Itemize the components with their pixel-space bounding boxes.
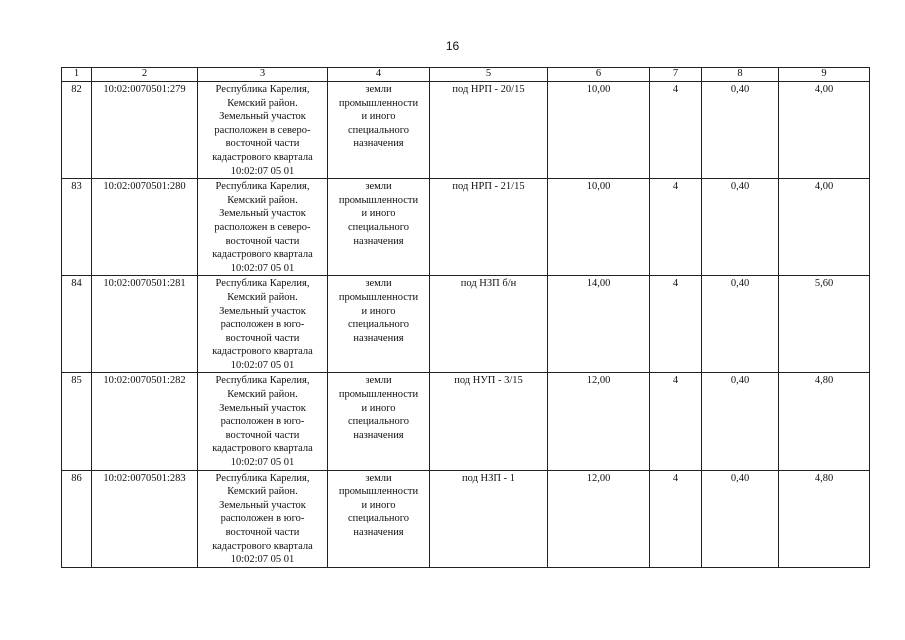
header-col-4: 4 xyxy=(328,68,430,82)
category-line: назначения xyxy=(353,527,404,538)
location-line: Кемский район. xyxy=(227,97,298,109)
location-line: Земельный участок xyxy=(219,499,306,511)
col7-value-cell: 4 xyxy=(650,82,702,179)
category-line: промышленности xyxy=(338,486,419,498)
table-row xyxy=(62,373,870,470)
land-category-cell xyxy=(328,373,430,470)
land-plots-table xyxy=(61,67,870,568)
location-line: Земельный участок xyxy=(219,208,306,220)
location-cell xyxy=(198,373,328,470)
category-line: промышленности xyxy=(338,291,419,303)
row-number-cell: 84 xyxy=(62,276,92,373)
land-category-cell xyxy=(328,470,430,567)
table-body xyxy=(62,82,870,568)
category-line: земли xyxy=(365,375,392,387)
table-row xyxy=(62,470,870,567)
col8-value-cell: 0,40 xyxy=(702,82,779,179)
cadastral-number-cell: 10:02:0070501:281 xyxy=(92,276,198,373)
category-line: промышленности xyxy=(338,389,419,401)
category-line: и иного xyxy=(361,208,396,220)
header-col-8: 8 xyxy=(702,68,779,82)
header-col-3: 3 xyxy=(198,68,328,82)
location-line: восточной части xyxy=(225,235,300,247)
category-line: назначения xyxy=(353,138,404,150)
purpose-cell: под НЗП - 1 xyxy=(430,470,548,567)
cadastral-number-cell: 10:02:0070501:283 xyxy=(92,470,198,567)
location-line: Кемский район. xyxy=(227,194,298,206)
col9-value-cell: 4,00 xyxy=(779,82,870,179)
col9-value-cell: 4,80 xyxy=(779,470,870,567)
location-line: 10:02:07 05 01 xyxy=(230,165,295,177)
purpose-cell: под НУП - 3/15 xyxy=(430,373,548,470)
location-cell xyxy=(198,82,328,179)
location-line: Кемский район. xyxy=(227,291,298,303)
location-line: 10:02:07 05 01 xyxy=(230,359,295,371)
location-cell xyxy=(198,276,328,373)
location-line: расположен в северо- xyxy=(214,221,311,233)
purpose-cell: под НРП - 20/15 xyxy=(430,82,548,179)
location-line: восточной части xyxy=(225,332,300,344)
purpose-cell: под НРП - 21/15 xyxy=(430,179,548,276)
location-line: Земельный участок xyxy=(219,402,306,414)
col8-value-cell: 0,40 xyxy=(702,276,779,373)
col8-value-cell: 0,40 xyxy=(702,179,779,276)
category-line: специального xyxy=(347,513,410,525)
header-col-2: 2 xyxy=(92,68,198,82)
col6-value-cell: 10,00 xyxy=(548,82,650,179)
location-line: кадастрового квартала xyxy=(212,151,313,163)
header-col-7: 7 xyxy=(650,68,702,82)
location-line: Республика Карелия, xyxy=(215,84,310,95)
purpose-cell: под НЗП б/н xyxy=(430,276,548,373)
category-line: назначения xyxy=(353,429,404,441)
category-line: специального xyxy=(347,319,410,331)
cadastral-number-cell: 10:02:0070501:279 xyxy=(92,82,198,179)
cadastral-number-cell: 10:02:0070501:280 xyxy=(92,179,198,276)
location-line: Республика Карелия, xyxy=(215,472,310,484)
land-category-cell xyxy=(328,179,430,276)
category-line: и иного xyxy=(361,499,396,511)
location-line: 10:02:07 05 01 xyxy=(230,554,295,566)
table-row xyxy=(62,179,870,276)
col8-value-cell: 0,40 xyxy=(702,373,779,470)
location-line: 10:02:07 05 01 xyxy=(230,262,295,274)
category-line: промышленности xyxy=(338,97,419,109)
location-line: кадастрового квартала xyxy=(212,249,313,261)
land-category-cell xyxy=(328,82,430,179)
location-line: кадастрового квартала xyxy=(212,346,313,358)
location-line: кадастрового квартала xyxy=(212,443,313,455)
location-line: кадастрового квартала xyxy=(212,540,313,552)
location-line: расположен в юго- xyxy=(220,513,305,525)
table-row xyxy=(62,82,870,179)
category-line: земли xyxy=(365,181,392,193)
row-number-cell: 86 xyxy=(62,470,92,567)
location-line: Республика Карелия, xyxy=(215,375,310,387)
header-col-1: 1 xyxy=(62,68,92,82)
location-line: Земельный участок xyxy=(219,305,306,317)
row-number-cell: 82 xyxy=(62,82,92,179)
cadastral-number-cell: 10:02:0070501:282 xyxy=(92,373,198,470)
page-number: 16 xyxy=(445,39,460,53)
col7-value-cell: 4 xyxy=(650,179,702,276)
category-line: и иного xyxy=(361,305,396,317)
category-line: промышленности xyxy=(338,194,419,206)
category-line: специального xyxy=(347,416,410,428)
row-number-cell: 83 xyxy=(62,179,92,276)
category-line: земли xyxy=(365,84,392,95)
col6-value-cell: 14,00 xyxy=(548,276,650,373)
category-line: земли xyxy=(365,472,392,484)
category-line: назначения xyxy=(353,332,404,344)
category-line: и иного xyxy=(361,111,396,123)
location-line: Земельный участок xyxy=(219,111,306,123)
row-number-cell: 85 xyxy=(62,373,92,470)
col7-value-cell: 4 xyxy=(650,470,702,567)
header-col-6: 6 xyxy=(548,68,650,82)
category-line: земли xyxy=(365,278,392,290)
header-row xyxy=(62,68,870,82)
land-category-cell xyxy=(328,276,430,373)
col9-value-cell: 4,80 xyxy=(779,373,870,470)
header-col-9: 9 xyxy=(779,68,870,82)
table-row xyxy=(62,276,870,373)
col9-value-cell: 5,60 xyxy=(779,276,870,373)
category-line: и иного xyxy=(361,402,396,414)
col7-value-cell: 4 xyxy=(650,276,702,373)
location-line: восточной части xyxy=(225,429,300,441)
location-line: расположен в северо- xyxy=(214,124,311,136)
location-line: Кемский район. xyxy=(227,486,298,498)
col7-value-cell: 4 xyxy=(650,373,702,470)
location-line: расположен в юго- xyxy=(220,416,305,428)
col9-value-cell: 4,00 xyxy=(779,179,870,276)
category-line: специального xyxy=(347,221,410,233)
location-line: восточной части xyxy=(225,527,300,538)
category-line: назначения xyxy=(353,235,404,247)
location-line: Кемский район. xyxy=(227,389,298,401)
location-line: 10:02:07 05 01 xyxy=(230,457,295,469)
location-cell xyxy=(198,179,328,276)
location-line: Республика Карелия, xyxy=(215,181,310,193)
location-line: восточной части xyxy=(225,138,300,150)
col8-value-cell: 0,40 xyxy=(702,470,779,567)
category-line: специального xyxy=(347,124,410,136)
header-col-5: 5 xyxy=(430,68,548,82)
location-cell xyxy=(198,470,328,567)
col6-value-cell: 12,00 xyxy=(548,470,650,567)
location-line: расположен в юго- xyxy=(220,319,305,331)
col6-value-cell: 10,00 xyxy=(548,179,650,276)
table-header xyxy=(62,68,870,82)
col6-value-cell: 12,00 xyxy=(548,373,650,470)
location-line: Республика Карелия, xyxy=(215,278,310,290)
